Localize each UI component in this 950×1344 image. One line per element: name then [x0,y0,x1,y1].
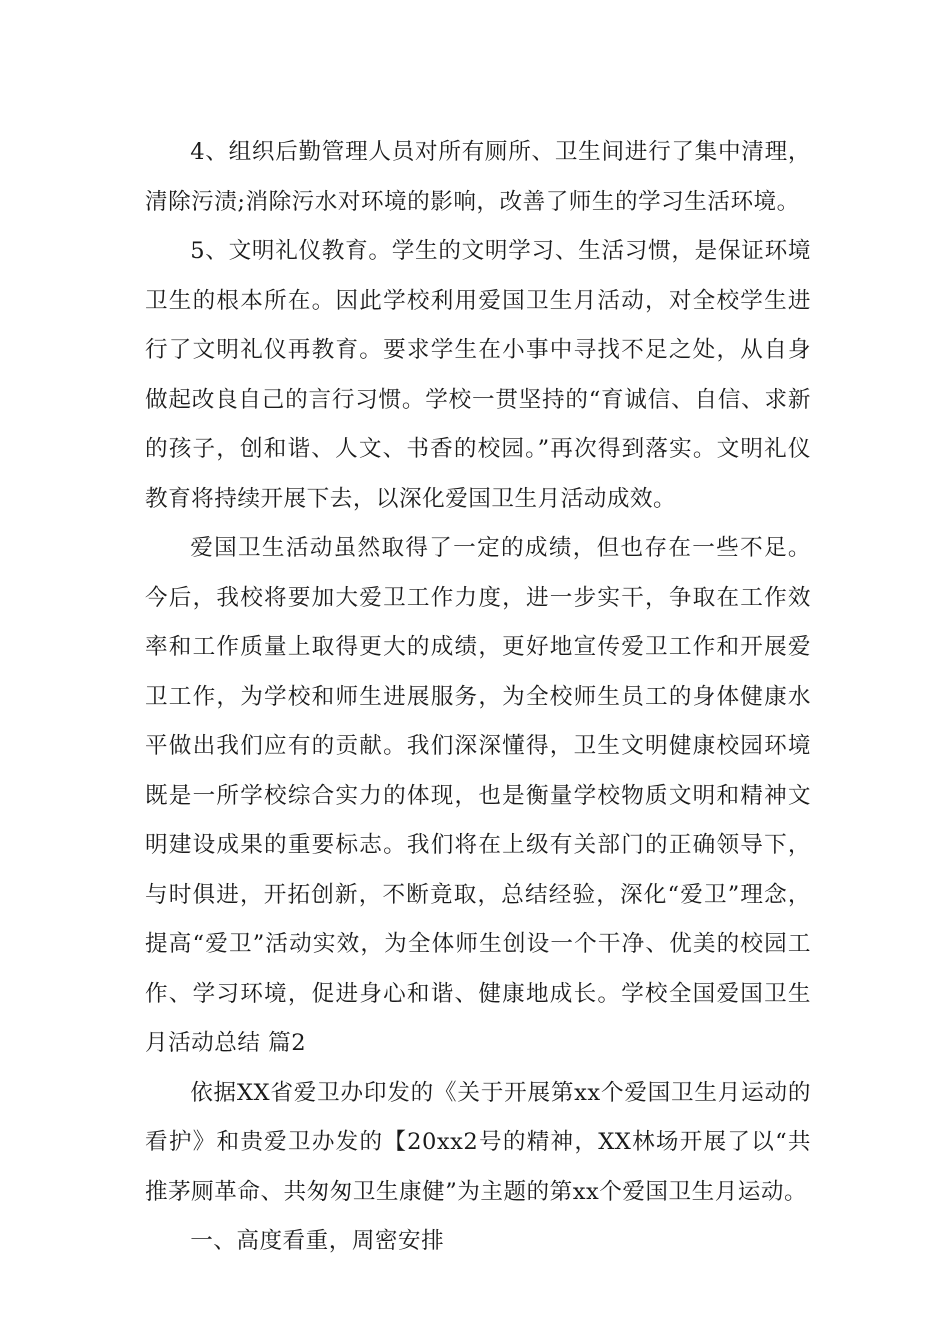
paragraph-summary-and-outlook: 爱国卫生活动虽然取得了一定的成绩，但也存在一些不足。今后，我校将要加大爱卫工作力度，进一步实干，争取在工作效率和工作质量上取得更大的成绩，更好地宣传爱卫工作和开展爱卫工作，为学校和师生进展服务，为全校师生员工的身体健康水平做出我们应有的贡献。我们深深懂得，卫生文明健康校园环境既是一所学校综合实力的体现，也是衡量学校物质文明和精神文明建设成果的重要标志。我们将在上级有关部门的正确领导下，与时俱进，开拓创新，不断竟取，总结经验，深化“爱卫”理念，提高“爱卫”活动实效，为全体师生创设一个干净、优美的校园工作、学习环境，促进身心和谐、健康地成长。学校全国爱国卫生月活动总结 篇2 [145,535,811,1056]
paragraph-part2-intro: 依据XX省爱卫办印发的《关于开展第xx个爱国卫生月运动的看护》和贵爱卫办发的【20xx2号的精神，XX林场开展了以“共推茅厕革命、共匆匆卫生康健”为主题的第xx个爱国卫生月运动。 [145,1079,811,1205]
paragraph-etiquette-education: 5、文明礼仪教育。学生的文明学习、生活习惯，是保证环境卫生的根本所在。因此学校利用爱国卫生月活动，对全校学生进行了文明礼仪再教育。要求学生在小事中寻找不足之处，从自身做起改良自己的言行习惯。学校一贯坚持的“育诚信、自信、求新的孩子，创和谐、人文、书香的校园。”再次得到落实。文明礼仪教育将持续开展下去，以深化爱国卫生月活动成效。 [145,238,811,512]
document-body [145,128,811,1267]
section-heading-1: 一、高度看重，周密安排 [190,1228,445,1254]
paragraph-toilet-cleaning: 4、组织后勤管理人员对所有厕所、卫生间进行了集中清理，清除污渍;消除污水对环境的影响，改善了师生的学习生活环境。 [145,139,811,215]
